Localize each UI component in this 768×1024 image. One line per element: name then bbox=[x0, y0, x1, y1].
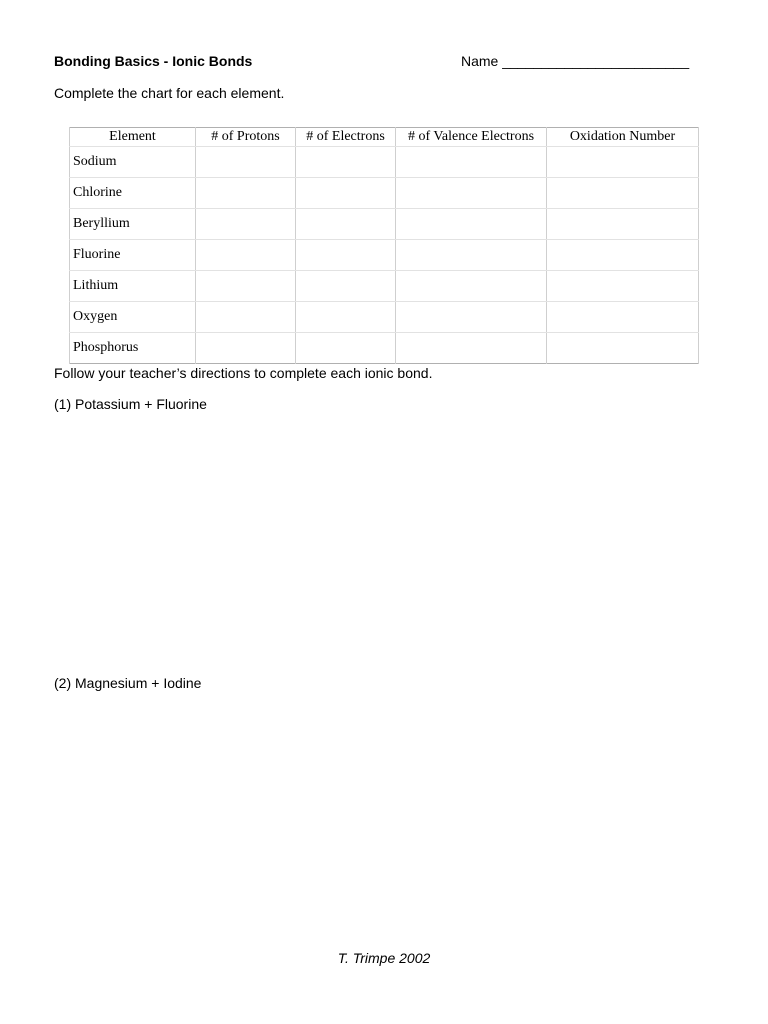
oxidation-number-cell bbox=[547, 302, 699, 333]
problem-1: (1) Potassium + Fluorine bbox=[54, 396, 207, 412]
table-row bbox=[70, 147, 699, 178]
electrons-cell bbox=[296, 240, 396, 271]
oxidation-number-cell bbox=[547, 209, 699, 240]
table-row bbox=[70, 271, 699, 302]
electrons-cell bbox=[296, 333, 396, 364]
oxidation-number-cell bbox=[547, 240, 699, 271]
table-row bbox=[70, 209, 699, 240]
electrons-cell bbox=[296, 147, 396, 178]
protons-cell bbox=[196, 240, 296, 271]
chart-header-row bbox=[70, 128, 699, 147]
electrons-cell bbox=[296, 178, 396, 209]
table-row bbox=[70, 178, 699, 209]
valence-electrons-cell bbox=[396, 271, 547, 302]
oxidation-number-cell bbox=[547, 333, 699, 364]
column-header-element: Element bbox=[70, 128, 196, 147]
valence-electrons-cell bbox=[396, 333, 547, 364]
column-header-electrons: # of Electrons bbox=[296, 128, 396, 147]
column-header-oxidation-number: Oxidation Number bbox=[547, 128, 699, 147]
oxidation-number-cell bbox=[547, 271, 699, 302]
oxidation-number-cell bbox=[547, 147, 699, 178]
element-name: Chlorine bbox=[70, 178, 196, 209]
element-name: Beryllium bbox=[70, 209, 196, 240]
element-chart bbox=[69, 127, 699, 364]
valence-electrons-cell bbox=[396, 209, 547, 240]
table-row bbox=[70, 302, 699, 333]
chart-instructions: Complete the chart for each element. bbox=[54, 85, 285, 101]
protons-cell bbox=[196, 302, 296, 333]
protons-cell bbox=[196, 147, 296, 178]
valence-electrons-cell bbox=[396, 147, 547, 178]
page-title: Bonding Basics - Ionic Bonds bbox=[54, 53, 253, 69]
footer-credit: T. Trimpe 2002 bbox=[337, 950, 431, 966]
name-field: Name ________________________ bbox=[461, 53, 690, 69]
valence-electrons-cell bbox=[396, 240, 547, 271]
oxidation-number-cell bbox=[547, 178, 699, 209]
element-name: Fluorine bbox=[70, 240, 196, 271]
electrons-cell bbox=[296, 209, 396, 240]
column-header-protons: # of Protons bbox=[196, 128, 296, 147]
problem-2: (2) Magnesium + Iodine bbox=[54, 675, 202, 691]
protons-cell bbox=[196, 333, 296, 364]
table-row bbox=[70, 240, 699, 271]
element-name: Oxygen bbox=[70, 302, 196, 333]
electrons-cell bbox=[296, 302, 396, 333]
column-header-valence-electrons: # of Valence Electrons bbox=[396, 128, 547, 147]
protons-cell bbox=[196, 209, 296, 240]
electrons-cell bbox=[296, 271, 396, 302]
protons-cell bbox=[196, 178, 296, 209]
valence-electrons-cell bbox=[396, 302, 547, 333]
valence-electrons-cell bbox=[396, 178, 547, 209]
table-row bbox=[70, 333, 699, 364]
element-name: Phosphorus bbox=[70, 333, 196, 364]
protons-cell bbox=[196, 271, 296, 302]
element-name: Sodium bbox=[70, 147, 196, 178]
element-name: Lithium bbox=[70, 271, 196, 302]
bond-directions: Follow your teacher’s directions to complete each ionic bond. bbox=[54, 365, 433, 381]
